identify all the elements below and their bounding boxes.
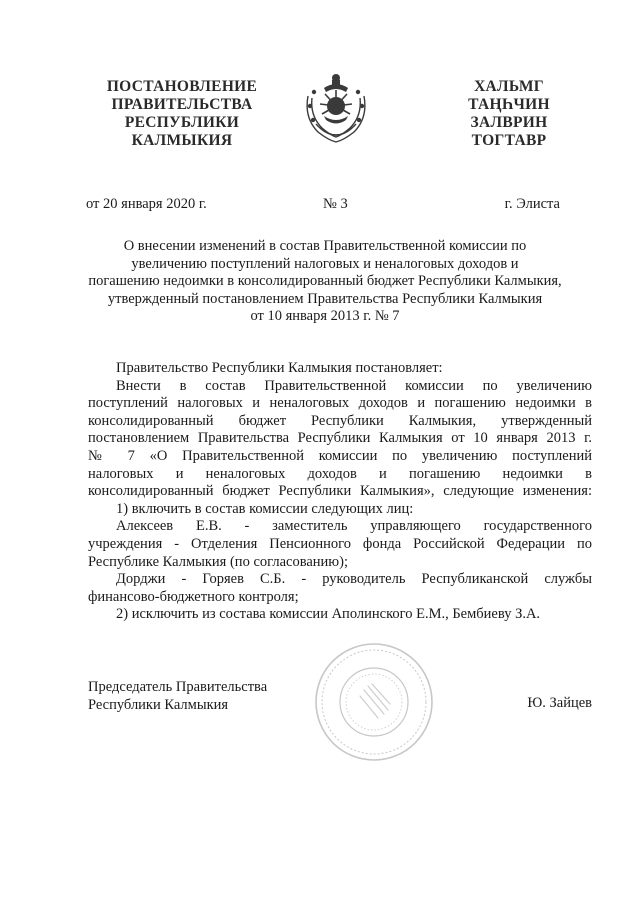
- person-line: учреждения - Отделения Пенсионного фонда Российской Федерации по: [88, 535, 592, 552]
- main-paragraph: [88, 378, 592, 501]
- main-line: поступлений налоговых и неналоговых доходов и погашению недоимки в: [88, 395, 592, 412]
- document-date: от 20 января 2020 г.: [86, 196, 207, 212]
- person-entry-dordzhi-goryaev: [88, 571, 592, 606]
- header-kalmyk-line: ЗАЛВРИН: [470, 114, 548, 131]
- document-title: [60, 238, 590, 326]
- signatory-position: [88, 678, 267, 714]
- person-entry-alekseev: [88, 518, 592, 571]
- republic-of-kalmykia-emblem-icon: [298, 66, 374, 148]
- main-line: № 7 «О Правительственной комиссии по увеличению поступлений: [88, 447, 592, 464]
- person-line: Алексеев Е.В. - заместитель управляющего государственного: [116, 518, 592, 535]
- header-kalmyk-line: ТОГТАВР: [471, 132, 547, 149]
- signatory-position-line: Председатель Правительства: [88, 679, 268, 695]
- title-line: утвержденный постановлением Правительства Республики Калмыкия: [107, 290, 543, 307]
- header-russian-line: КАЛМЫКИЯ: [131, 132, 233, 149]
- signatory-name: Ю. Зайцев: [527, 695, 592, 711]
- document-body: [88, 360, 592, 624]
- title-line: от 10 января 2013 г. № 7: [250, 308, 400, 324]
- item-1: 1) включить в состав комиссии следующих лиц:: [116, 500, 414, 517]
- title-line: увеличению поступлений налоговых и неналоговых доходов и: [131, 255, 519, 272]
- person-line: финансово-бюджетного контроля;: [88, 588, 299, 605]
- signatory-position-line: Республики Калмыкия: [88, 697, 229, 713]
- signature-block: [88, 678, 592, 718]
- document-meta-row: [86, 196, 560, 216]
- person-line: Республике Калмыкия (по согласованию);: [88, 553, 348, 570]
- header-kalmyk-line: ХАЛЬМГ: [474, 78, 544, 95]
- person-line: Дорджи - Горяев С.Б. - руководитель Республиканской службы: [116, 571, 592, 588]
- document-city: г. Элиста: [504, 196, 560, 212]
- main-line: консолидированный бюджет Республики Калмыкия», следующие изменения:: [88, 483, 592, 500]
- main-line: Внести в состав Правительственной комиссии по увеличению: [116, 377, 592, 394]
- title-line: О внесении изменений в состав Правительственной комиссии по: [123, 238, 527, 254]
- main-line: постановлением Правительства Республики Калмыкия от 10 января 2013 г.: [88, 430, 592, 447]
- header-russian: [98, 78, 266, 150]
- header-kalmyk-line: ТАҢҺЧИН: [468, 96, 550, 113]
- document-number: № 3: [323, 196, 348, 212]
- title-line: погашению недоимки в консолидированный бюджет Республики Калмыкия,: [88, 273, 562, 289]
- main-line: консолидированный бюджет Республики Калмыкия, утвержденный: [88, 412, 592, 429]
- item-2: 2) исключить из состава комиссии Аполинского Е.М., Бембиеву З.А.: [116, 606, 541, 623]
- intro-paragraph: Правительство Республики Калмыкия постановляет:: [116, 360, 443, 376]
- header-kalmyk: [450, 78, 568, 150]
- header-russian-line: ПОСТАНОВЛЕНИЕ: [106, 78, 258, 95]
- main-line: налоговых и неналоговых доходов и погашению недоимки в: [88, 465, 592, 482]
- header-russian-line: ПРАВИТЕЛЬСТВА: [111, 96, 253, 113]
- header-russian-line: РЕСПУБЛИКИ: [124, 114, 240, 131]
